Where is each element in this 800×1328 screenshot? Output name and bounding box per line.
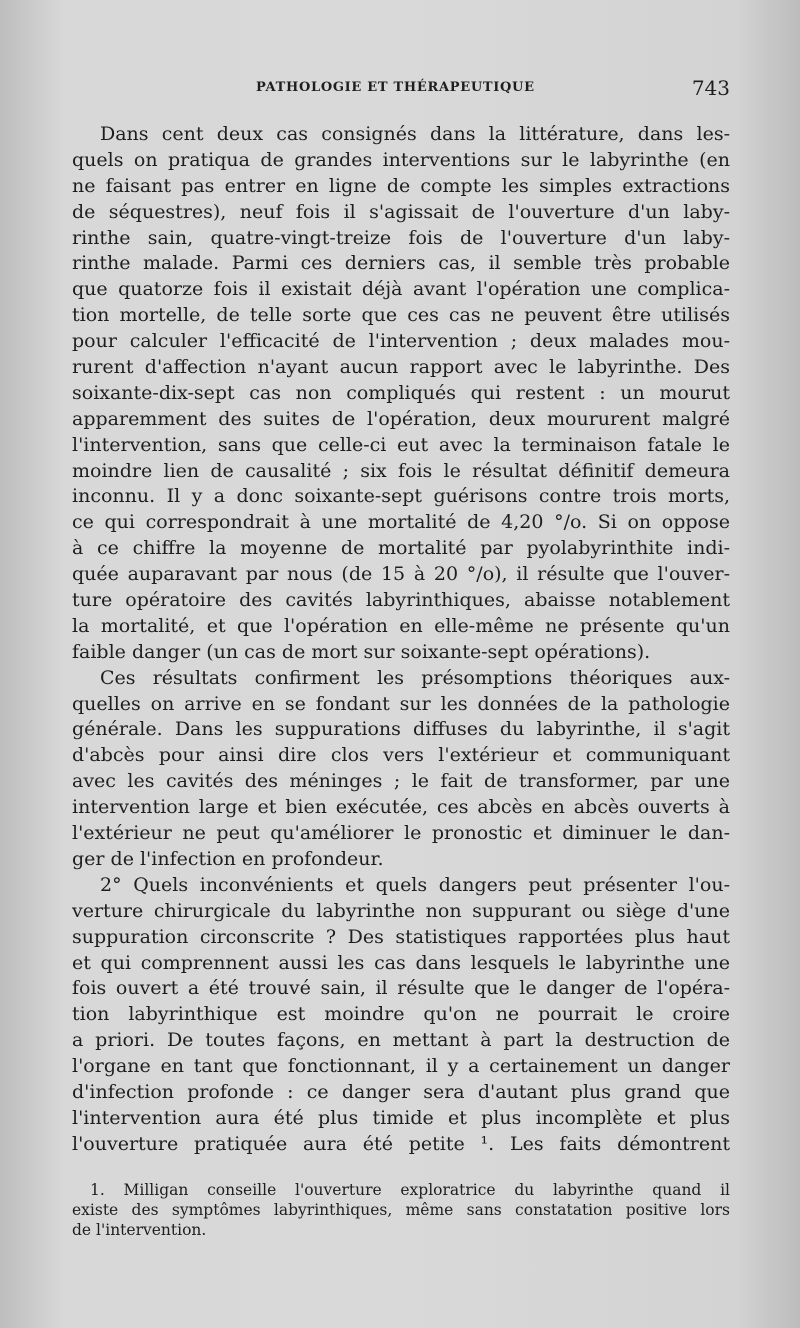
text-line: a priori. De toutes façons, en mettant à part la destruction de (72, 1029, 730, 1052)
text-line: intervention large et bien exécutée, ces abcès en abcès ouverts à (72, 796, 730, 819)
text-line: apparemment des suites de l'opération, deux moururent malgré (72, 407, 730, 430)
text-line: fois ouvert a été trouvé sain, il résulte que le danger de l'opéra- (72, 977, 730, 1000)
text-line: rinthe malade. Parmi ces derniers cas, il semble très probable (72, 252, 730, 275)
footnote-line: de l'intervention. (72, 1221, 207, 1239)
text-line: tion mortelle, de telle sorte que ces cas ne peuvent être utilisés (72, 304, 730, 327)
page-number: 743 (691, 76, 730, 100)
text-line: 2° Quels inconvénients et quels dangers peut présenter l'ou- (100, 873, 730, 896)
running-head: PATHOLOGIE ET THÉRAPEUTIQUE (256, 80, 535, 95)
text-line: quelles on arrive en se fondant sur les données de la pathologie (72, 692, 730, 715)
text-line: ne faisant pas entrer en ligne de compte les simples extractions (72, 174, 730, 197)
text-line: la mortalité, et que l'opération en elle-même ne présente qu'un (72, 614, 730, 637)
text-line: d'infection profonde : ce danger sera d'autant plus grand que (72, 1080, 730, 1103)
text-line: d'abcès pour ainsi dire clos vers l'extérieur et communiquant (72, 744, 730, 767)
text-line: ce qui correspondrait à une mortalité de 4,20 °/o. Si on oppose (72, 511, 730, 534)
text-line: inconnu. Il y a donc soixante-sept guérisons contre trois morts, (72, 485, 730, 508)
text-line: de séquestres), neuf fois il s'agissait de l'ouverture d'un laby- (72, 200, 730, 223)
text-line: que quatorze fois il existait déjà avant l'opération une complica- (72, 278, 730, 301)
text-line: générale. Dans les suppurations diffuses du labyrinthe, il s'agit (72, 718, 730, 741)
text-line: Dans cent deux cas consignés dans la littérature, dans les- (100, 123, 730, 145)
text-line: Ces résultats confirment les présomptions théoriques aux- (100, 666, 730, 689)
text-line: tion labyrinthique est moindre qu'on ne pourrait le croire (72, 1003, 730, 1026)
text-line: et qui comprennent aussi les cas dans lesquels le labyrinthe une (72, 951, 730, 974)
text-line: quée auparavant par nous (de 15 à 20 °/o), il résulte que l'ouver- (72, 563, 730, 586)
text-line: l'organe en tant que fonctionnant, il y a certainement un danger (72, 1055, 730, 1078)
text-line: l'extérieur ne peut qu'améliorer le pronostic et diminuer le dan- (72, 822, 730, 845)
text-line: ture opératoire des cavités labyrinthiques, abaisse notablement (72, 589, 730, 612)
text-line: rinthe sain, quatre-vingt-treize fois de l'ouverture d'un laby- (72, 226, 730, 249)
text-line: ger de l'infection en profondeur. (72, 847, 384, 870)
text-line: l'ouverture pratiquée aura été petite ¹. Les faits démontrent (72, 1132, 730, 1155)
text-line: l'intervention, sans que celle-ci eut avec la terminaison fatale le (72, 433, 730, 456)
footnote-line: 1. Milligan conseille l'ouverture exploratrice du labyrinthe quand il (90, 1181, 730, 1199)
text-line: soixante-dix-sept cas non compliqués qui restent : un mourut (72, 381, 730, 404)
text-line: moindre lien de causalité ; six fois le résultat définitif demeura (72, 459, 730, 482)
text-line: suppuration circonscrite ? Des statistiques rapportées plus haut (72, 925, 730, 948)
text-line: avec les cavités des méninges ; le fait de transformer, par une (72, 770, 730, 793)
body-text (72, 122, 730, 1158)
text-line: quels on pratiqua de grandes interventions sur le labyrinthe (en (72, 148, 730, 171)
text-line: pour calculer l'efficacité de l'intervention ; deux malades mou- (72, 330, 730, 353)
text-line: faible danger (un cas de mort sur soixante-sept opérations). (72, 640, 651, 663)
text-line: l'intervention aura été plus timide et plus incomplète et plus (72, 1106, 730, 1129)
text-line: verture chirurgicale du labyrinthe non suppurant ou siège d'une (72, 899, 730, 922)
page-header (70, 76, 730, 102)
footnotes (72, 1180, 730, 1240)
text-line: à ce chiffre la moyenne de mortalité par pyolabyrinthite indi- (72, 537, 730, 560)
footnote-line: existe des symptômes labyrinthiques, même sans constatation positive lors (72, 1201, 730, 1219)
text-line: rurent d'affection n'ayant aucun rapport avec le labyrinthe. Des (72, 356, 730, 379)
